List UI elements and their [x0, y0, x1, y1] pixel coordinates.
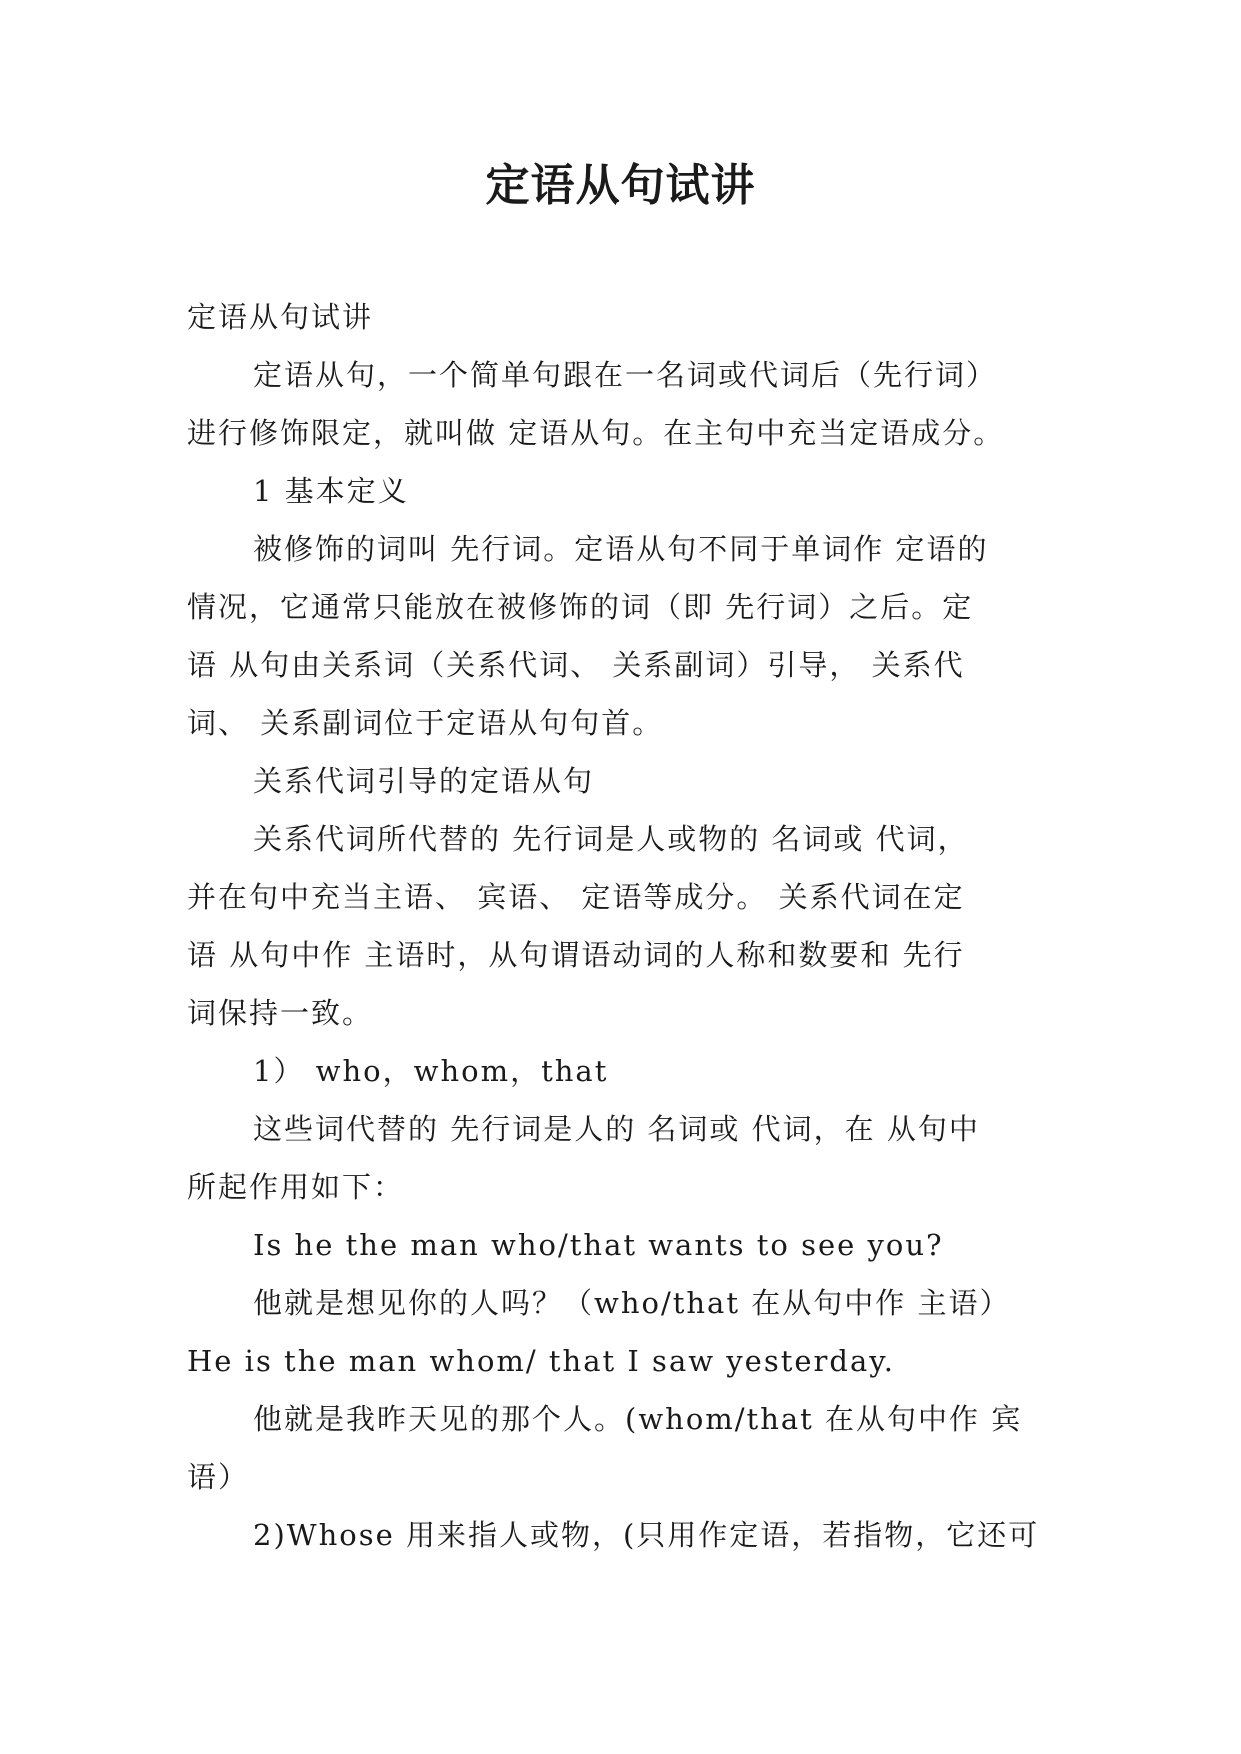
- paragraph-line: 1） who，whom，that: [253, 1054, 609, 1088]
- paragraph-line: 他就是想见你的人吗？（who/that 在从句中作 主语）: [253, 1286, 1011, 1320]
- paragraph-line: 定语从句试讲: [187, 300, 374, 334]
- document-body: [187, 288, 1047, 1564]
- paragraph-line: 语 从句由关系词（关系代词、 关系副词）引导， 关系代: [187, 648, 965, 682]
- paragraph-line: 语）: [187, 1460, 250, 1494]
- paragraph-line: Is he the man who/that wants to see you?: [253, 1228, 944, 1262]
- document-title: 定语从句试讲: [485, 160, 756, 211]
- paragraph-line: 关系代词引导的定语从句: [253, 764, 595, 798]
- paragraph-line: 这些词代替的 先行词是人的 名词或 代词，在 从句中: [253, 1112, 980, 1146]
- paragraph-line: 词、 关系副词位于定语从句句首。: [187, 706, 664, 740]
- paragraph-line: 他就是我昨天见的那个人。(whom/that 在从句中作 宾: [253, 1402, 1023, 1436]
- paragraph-line: 2)Whose 用来指人或物，(只用作定语，若指物，它还可: [253, 1518, 1040, 1552]
- paragraph-line: 并在句中充当主语、 宾语、 定语等成分。 关系代词在定: [187, 880, 965, 914]
- paragraph-line: 词保持一致。: [187, 996, 374, 1030]
- paragraph-line: 关系代词所代替的 先行词是人或物的 名词或 代词，: [253, 822, 969, 856]
- paragraph-line: 进行修饰限定，就叫做 定语从句。在主句中充当定语成分。: [187, 416, 1005, 450]
- paragraph-line: 所起作用如下：: [187, 1170, 405, 1204]
- paragraph-line: 情况，它通常只能放在被修饰的词（即 先行词）之后。定: [187, 590, 974, 624]
- paragraph-line: 定语从句，一个简单句跟在一名词或代词后（先行词）: [253, 358, 998, 392]
- paragraph-line: 1 基本定义: [253, 474, 409, 508]
- paragraph-line: 语 从句中作 主语时，从句谓语动词的人称和数要和 先行: [187, 938, 965, 972]
- paragraph-line: 被修饰的词叫 先行词。定语从句不同于单词作 定语的: [253, 532, 989, 566]
- paragraph-line: He is the man whom/ that I saw yesterday.: [187, 1344, 895, 1378]
